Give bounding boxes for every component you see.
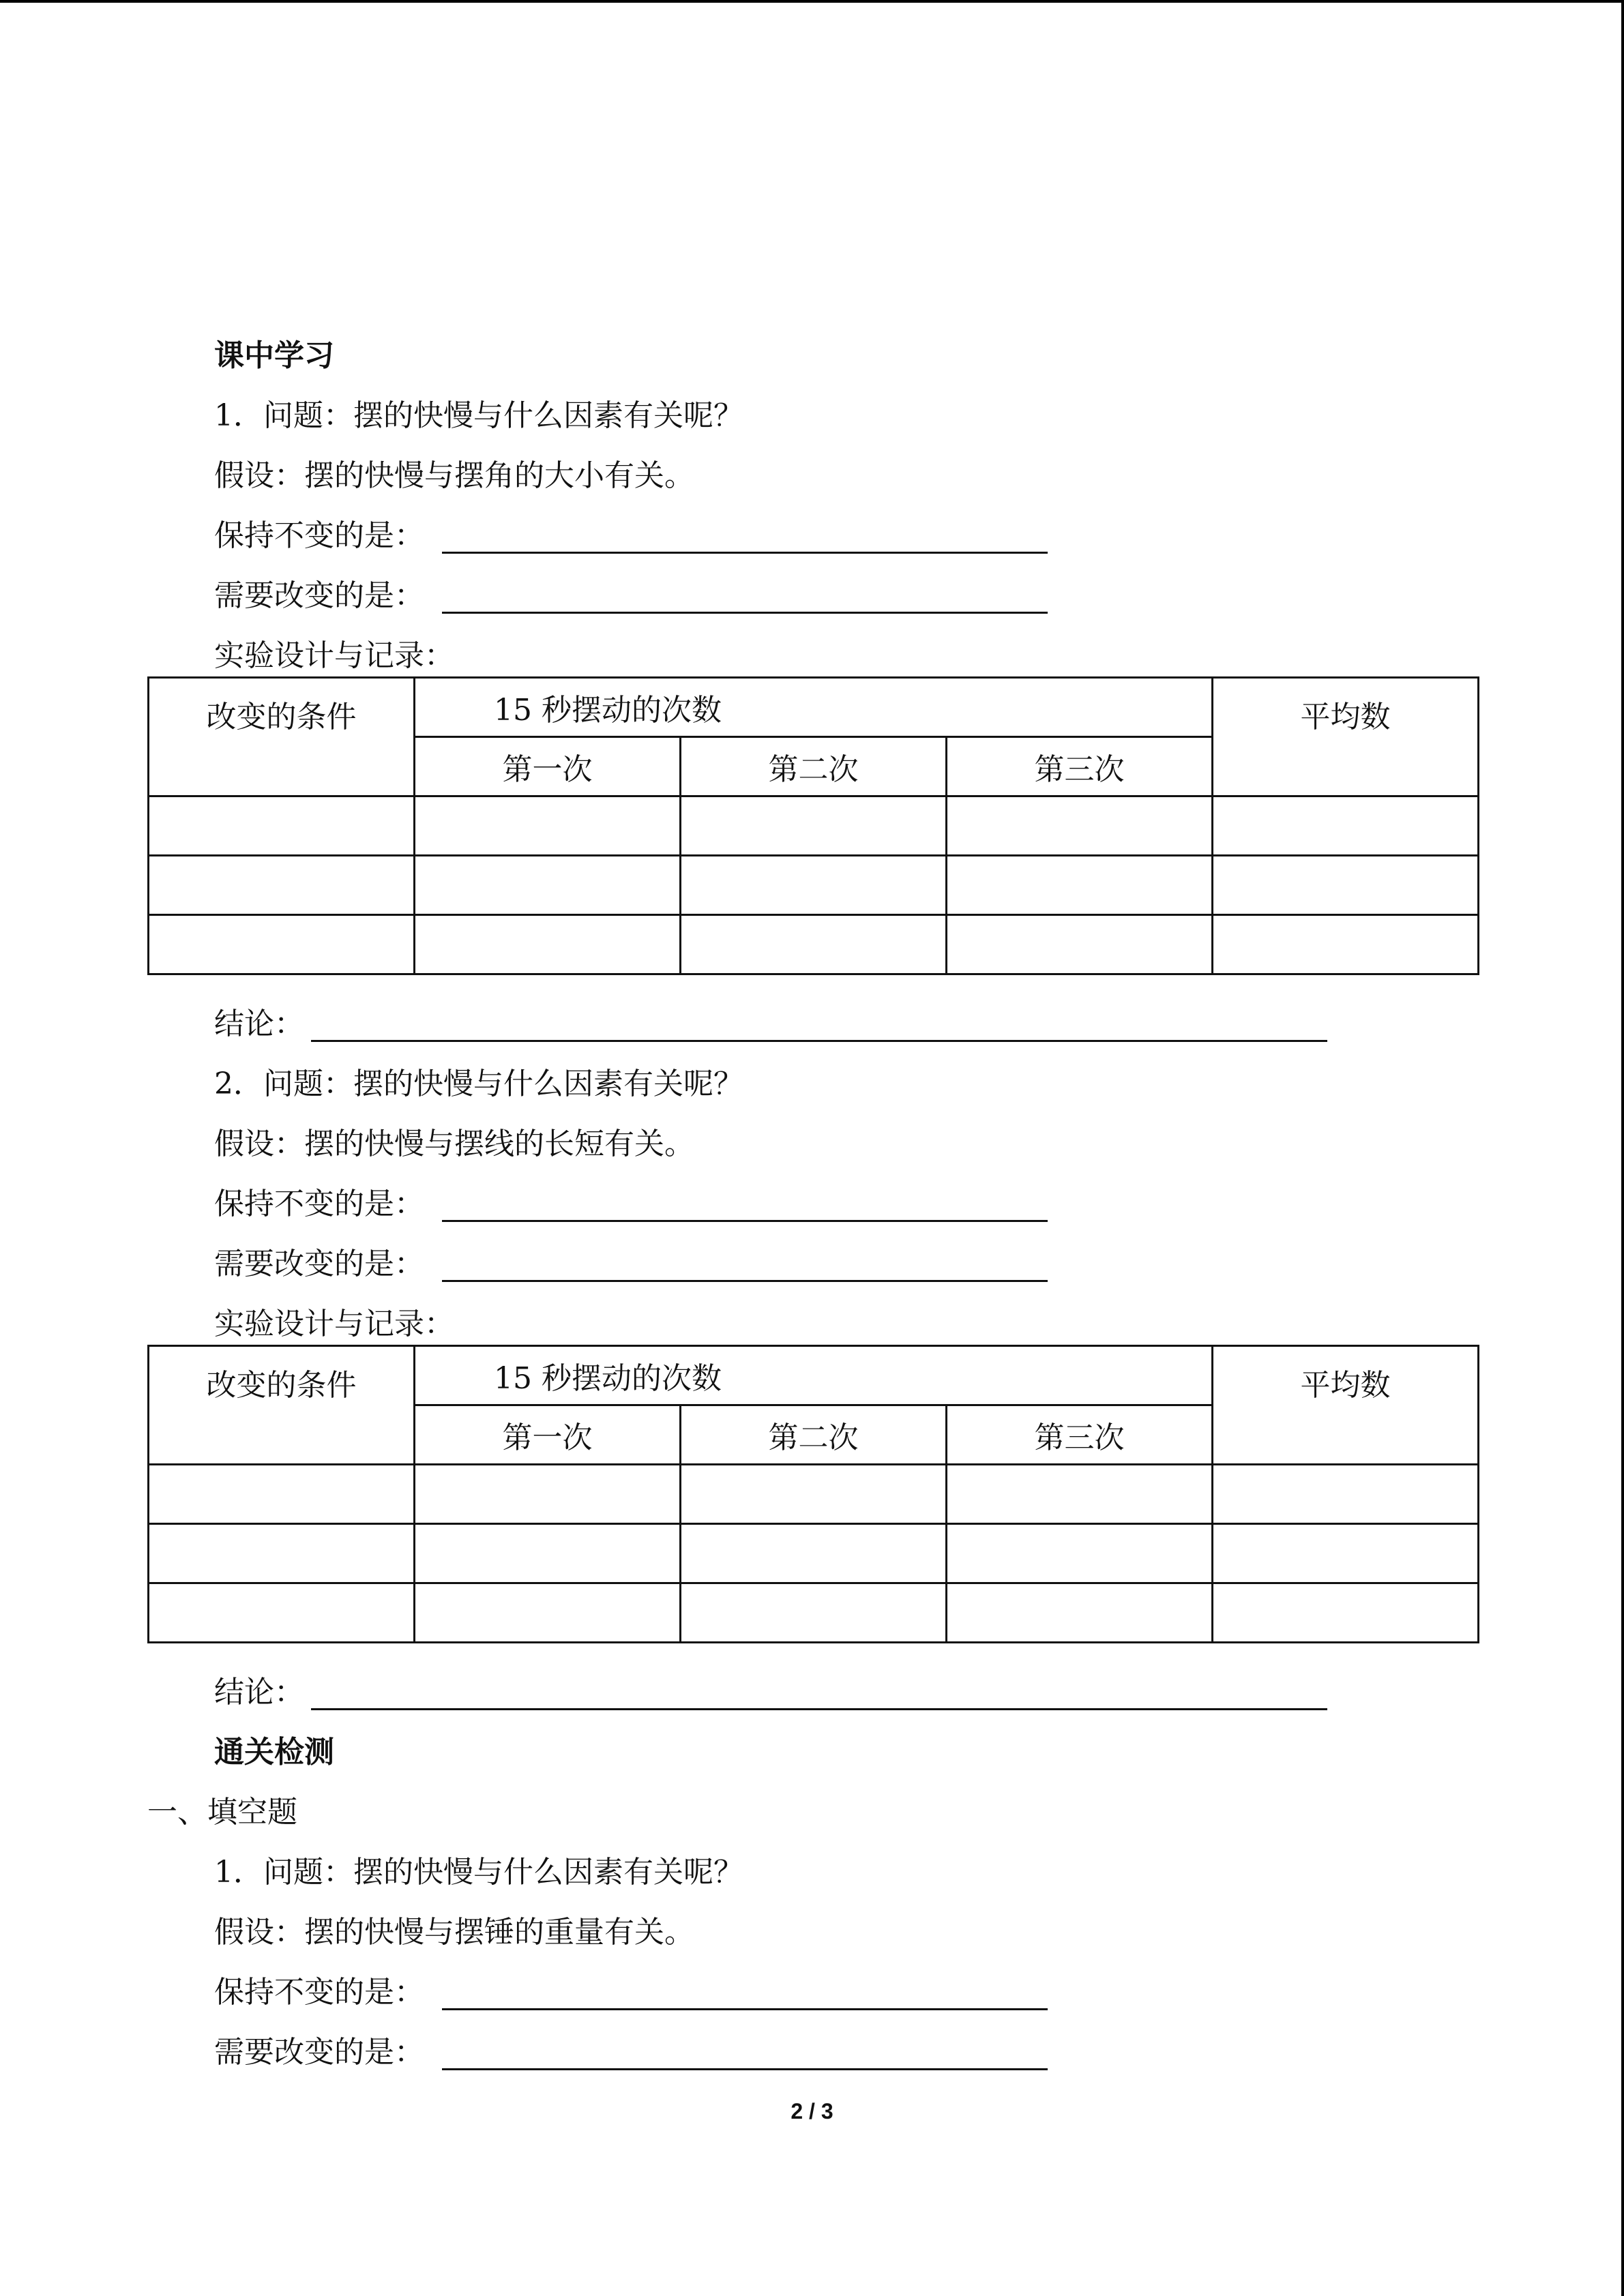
table-cell[interactable] — [681, 796, 947, 856]
table-cell[interactable] — [1213, 856, 1479, 915]
q1-change-label: 需要改变的是： — [214, 578, 424, 613]
table-cell[interactable] — [415, 796, 681, 856]
table-cell[interactable] — [681, 915, 947, 974]
q2-record-table — [147, 1345, 1479, 1643]
page-border-right — [1621, 0, 1624, 2296]
test-q1-change-blank[interactable] — [442, 2068, 1048, 2070]
table-cell[interactable] — [947, 1583, 1213, 1643]
q1-conclusion-label: 结论： — [214, 1007, 304, 1041]
q1-keep-blank[interactable] — [442, 552, 1048, 554]
table-row — [149, 1524, 1479, 1583]
table-cell[interactable] — [149, 1583, 415, 1643]
q1-question: 1．问题：摆的快慢与什么因素有关呢？ — [214, 398, 743, 433]
header-average: 平均数 — [1213, 1346, 1479, 1465]
table-cell[interactable] — [149, 1524, 415, 1583]
table-cell[interactable] — [947, 915, 1213, 974]
table-cell[interactable] — [681, 1583, 947, 1643]
header-swing-count: 15 秒摆动的次数 — [415, 1346, 1213, 1405]
table-cell[interactable] — [947, 856, 1213, 915]
q2-conclusion-blank[interactable] — [311, 1708, 1327, 1710]
header-swing-count: 15 秒摆动的次数 — [415, 678, 1213, 737]
q1-conclusion-blank[interactable] — [311, 1040, 1327, 1042]
table-cell[interactable] — [1213, 1465, 1479, 1524]
table-cell[interactable] — [947, 1524, 1213, 1583]
header-trial-3: 第三次 — [947, 737, 1213, 796]
table-cell[interactable] — [1213, 915, 1479, 974]
table-cell[interactable] — [415, 1465, 681, 1524]
table-cell[interactable] — [149, 915, 415, 974]
table-cell[interactable] — [1213, 796, 1479, 856]
part-title-fill-in: 一、填空题 — [147, 1795, 297, 1830]
q2-question: 2．问题：摆的快慢与什么因素有关呢？ — [214, 1067, 743, 1101]
page-border-top — [0, 0, 1624, 3]
table-cell[interactable] — [415, 1524, 681, 1583]
test-q1-change-label: 需要改变的是： — [214, 2035, 424, 2070]
table-cell[interactable] — [149, 1465, 415, 1524]
section-heading-checkpoint: 通关检测 — [214, 1735, 334, 1770]
table-cell[interactable] — [415, 856, 681, 915]
table-row — [149, 1465, 1479, 1524]
table-cell[interactable] — [415, 915, 681, 974]
table-cell[interactable] — [1213, 1524, 1479, 1583]
header-trial-2: 第二次 — [681, 737, 947, 796]
table-cell[interactable] — [149, 796, 415, 856]
q1-hypothesis: 假设：摆的快慢与摆角的大小有关。 — [214, 458, 694, 493]
test-q1-hypothesis: 假设：摆的快慢与摆锤的重量有关。 — [214, 1915, 694, 1950]
q1-record-table — [147, 676, 1479, 975]
header-condition: 改变的条件 — [149, 1346, 415, 1465]
table-row — [149, 1583, 1479, 1643]
table-cell[interactable] — [415, 1583, 681, 1643]
table-cell[interactable] — [681, 1465, 947, 1524]
table-cell[interactable] — [681, 1524, 947, 1583]
q2-keep-blank[interactable] — [442, 1220, 1048, 1222]
q2-hypothesis: 假设：摆的快慢与摆线的长短有关。 — [214, 1127, 694, 1161]
test-q1-keep-label: 保持不变的是： — [214, 1975, 424, 2010]
header-trial-1: 第一次 — [415, 1405, 681, 1465]
table-cell[interactable] — [1213, 1583, 1479, 1643]
q2-design-label: 实验设计与记录： — [214, 1307, 454, 1341]
table-cell[interactable] — [149, 856, 415, 915]
q2-change-blank[interactable] — [442, 1280, 1048, 1282]
page-number: 2 / 3 — [791, 2099, 833, 2123]
table-row — [149, 796, 1479, 856]
table-cell[interactable] — [947, 796, 1213, 856]
header-trial-1: 第一次 — [415, 737, 681, 796]
q1-keep-label: 保持不变的是： — [214, 518, 424, 553]
table-row — [149, 856, 1479, 915]
header-trial-2: 第二次 — [681, 1405, 947, 1465]
q2-keep-label: 保持不变的是： — [214, 1187, 424, 1221]
section-heading-in-class: 课中学习 — [214, 338, 334, 373]
test-q1-keep-blank[interactable] — [442, 2008, 1048, 2010]
table-row — [149, 915, 1479, 974]
q1-change-blank[interactable] — [442, 612, 1048, 614]
header-condition: 改变的条件 — [149, 678, 415, 796]
q1-design-label: 实验设计与记录： — [214, 638, 454, 673]
header-average: 平均数 — [1213, 678, 1479, 796]
table-cell[interactable] — [681, 856, 947, 915]
q2-conclusion-label: 结论： — [214, 1675, 304, 1710]
header-trial-3: 第三次 — [947, 1405, 1213, 1465]
table-cell[interactable] — [947, 1465, 1213, 1524]
q2-change-label: 需要改变的是： — [214, 1247, 424, 1281]
test-q1-question: 1．问题：摆的快慢与什么因素有关呢？ — [214, 1855, 743, 1890]
